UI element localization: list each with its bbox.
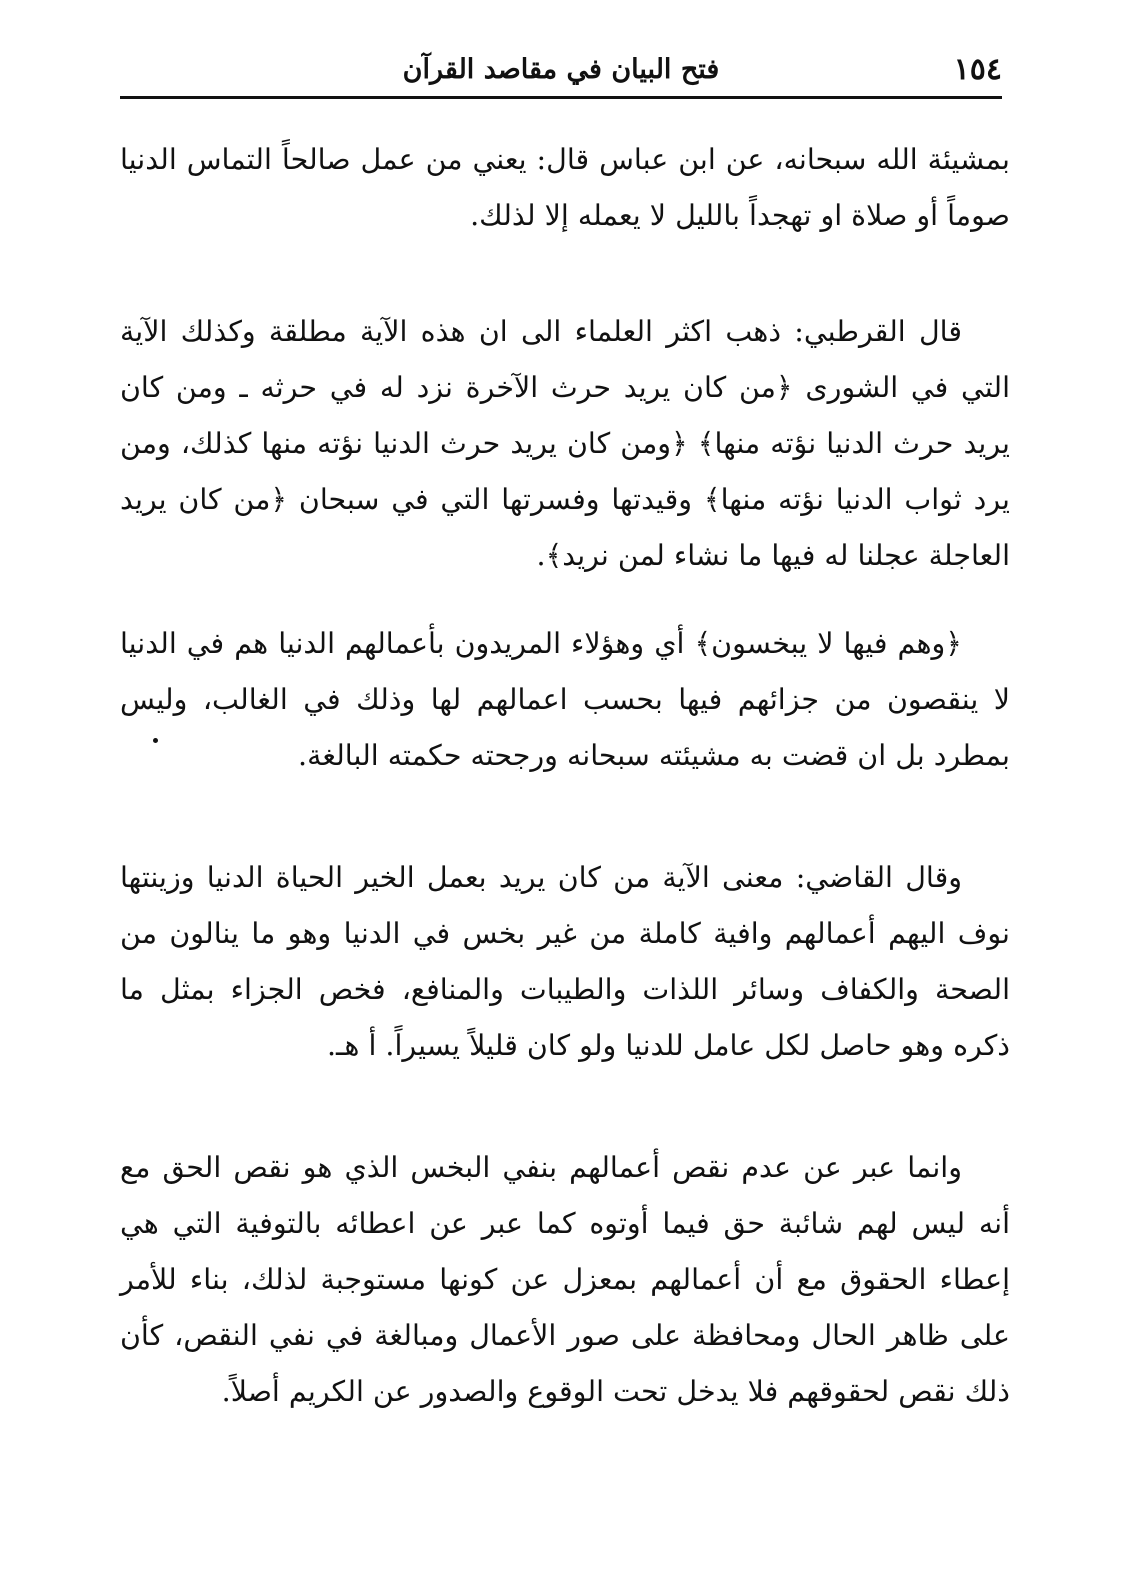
ink-speck [153,738,158,743]
paragraph-gap [120,1074,1010,1140]
running-title: فتح البيان في مقاصد القرآن [402,54,720,85]
paragraph-explanation: وانما عبر عن عدم نقص أعمالهم بنفي البخس الذي هو نقص الحق مع أنه ليس لهم شائبة حق فيما أوتوه كما عبر عن اعطائه بالتوفية التي هي إعطاء الحقوق مع أن أعمالهم بمعزل عن كونها مستوجبة لذلك، بناء للأمر على ظاهر الحال ومحافظة على صور الأعمال ومبالغة في نفي النقص، كأن ذلك نقص لحقوقهم فلا يدخل تحت الوقوع والصدور عن الكريم أصلاً. [120,1151,1010,1408]
paragraph-continuation: بمشيئة الله سبحانه، عن ابن عباس قال: يعني من عمل صالحاً التماس الدنيا صوماً أو صلاة او تهجداً بالليل لا يعمله إلا لذلك. [120,143,1010,232]
page-body [120,132,1010,1420]
page-number: ١٥٤ [953,52,1002,87]
paragraph-qadi: وقال القاضي: معنى الآية من كان يريد بعمل الخير الحياة الدنيا وزينتها نوف اليهم أعمالهم وافية كاملة من غير بخس في الدنيا وهو ما ينالون من الصحة والكفاف وسائر اللذات والطيبات والمنافع، فخص الجزاء بمثل ما ذكره وهو حاصل لكل عامل للدنيا ولو كان قليلاً يسيراً. أ هـ. [120,861,1010,1062]
paragraph-verse-commentary: ﴿وهم فيها لا يبخسون﴾ أي وهؤلاء المريدون بأعمالهم الدنيا هم في الدنيا لا ينقصون من جزائهم فيها بحسب اعمالهم لها وذلك في الغالب، وليس بمطرد بل ان قضت به مشيئته سبحانه ورجحته حكمته البالغة. [120,627,1010,772]
paragraph-gap [120,584,1010,616]
paragraph-gap [120,784,1010,850]
paragraph-qurtubi: قال القرطبي: ذهب اكثر العلماء الى ان هذه الآية مطلقة وكذلك الآية التي في الشورى ﴿من كان يريد حرث الآخرة نزد له في حرثه ـ ومن كان يريد حرث الدنيا نؤته منها﴾ ﴿ومن كان يريد حرث الدنيا نؤته منها كذلك، ومن يرد ثواب الدنيا نؤته منها﴾ وقيدتها وفسرتها التي في سبحان ﴿من كان يريد العاجلة عجلنا له فيها ما نشاء لمن نريد﴾. [120,315,1010,572]
paragraph-gap [120,244,1010,304]
page-header [120,48,1002,99]
